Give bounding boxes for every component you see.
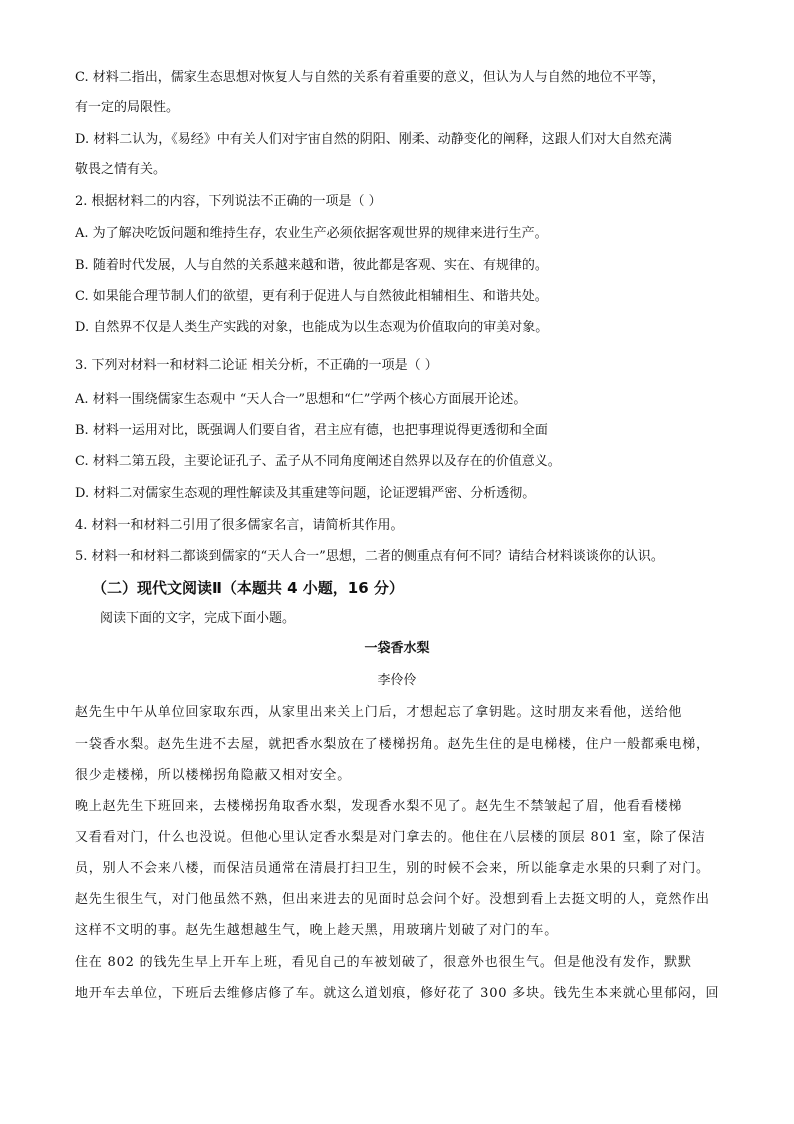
- story-p2-line: 又看看对门，什么也没说。但他心里认定香水梨是对门拿去的。他住在八层楼的顶层 801 室，除了保洁: [75, 830, 706, 845]
- question3-option-b: B. 材料一运用对比，既强调人们要自省，君主应有德，也把事理说得更透彻和全面: [75, 423, 548, 438]
- story-p2-line: 晚上赵先生下班回来，去楼梯拐角取香水梨，发现香水梨不见了。赵先生不禁皱起了眉，他看看楼梯: [75, 799, 683, 814]
- story-title: 一袋香水梨: [364, 641, 430, 656]
- question3-option-d: D. 材料二对儒家生态观的理性解读及其重建等问题，论证逻辑严密、分析透彻。: [75, 486, 536, 501]
- question4: 4. 材料一和材料二引用了很多儒家名言，请简析其作用。: [75, 518, 404, 533]
- section2-instruction: 阅读下面的文字，完成下面小题。: [100, 611, 296, 626]
- story-p3-line: 地开车去单位，下班后去维修店修了车。就这么道划痕，修好花了 300 多块。钱先生本来就心里郁闷，回: [75, 986, 720, 1001]
- story-p2-line: 员，别人不会来八楼，而保洁员通常在清晨打扫卫生，别的时候不会来，所以能拿走水果的只剩了对门。: [75, 861, 710, 876]
- question5: 5. 材料一和材料二都谈到儒家的“天人合一”思想，二者的侧重点有何不同？请结合材料谈谈你的认识。: [75, 549, 664, 564]
- question2-stem: 2. 根据材料二的内容，下列说法不正确的一项是（ ）: [75, 194, 382, 209]
- story-p1-line: 赵先生中午从单位回家取东西，从家里出来关上门后，才想起忘了拿钥匙。这时朋友来看他，送给他: [75, 705, 683, 720]
- question3-stem: 3. 下列对材料一和材料二论证 相关分析，不正确的一项是（ ）: [75, 358, 438, 373]
- story-p1-line: 很少走楼梯，所以楼梯拐角隐蔽又相对安全。: [75, 768, 352, 783]
- story-author: 李伶伶: [377, 673, 417, 688]
- question3-option-c: C. 材料二第五段，主要论证孔子、孟子从不同角度阐述自然界以及存在的价值意义。: [75, 454, 561, 469]
- story-p2-line: 这样不文明的事。赵先生越想越生气，晚上趁天黑，用玻璃片划破了对门的车。: [75, 923, 559, 938]
- question2-option-a: A. 为了解决吃饭问题和维持生存，农业生产必须依据客观世界的规律来进行生产。: [75, 226, 548, 241]
- story-p1-line: 一袋香水梨。赵先生进不去屋，就把香水梨放在了楼梯拐角。赵先生住的是电梯楼，住户一般都乘电梯，: [75, 737, 710, 752]
- story-p3-line: 住在 802 的钱先生早上开车上班，看见自己的车被划破了，很意外也很生气。但是他没有发作，默默: [75, 955, 692, 970]
- section2-title: （二）现代文阅读Ⅱ（本题共 4 小题，16 分）: [92, 579, 404, 597]
- question2-option-c: C. 如果能合理节制人们的欲望，更有利于促进人与自然彼此相辅相生、和谐共处。: [75, 289, 548, 304]
- q1-option-c-line1: C. 材料二指出，儒家生态思想对恢复人与自然的关系有着重要的意义，但认为人与自然的地位不平等，: [75, 70, 665, 85]
- question3-option-a: A. 材料一围绕儒家生态观中 “天人合一”思想和“仁”学两个核心方面展开论述。: [75, 392, 527, 407]
- q1-option-d-line1: D. 材料二认为，《易经》中有关人们对宇宙自然的阴阳、刚柔、动静变化的阐释，这跟人们对大自然充满: [75, 132, 672, 147]
- q1-option-c-line2: 有一定的局限性。: [75, 100, 180, 115]
- question2-option-d: D. 自然界不仅是人类生产实践的对象，也能成为以生态观为价值取向的审美对象。: [75, 320, 549, 335]
- question2-option-b: B. 随着时代发展，人与自然的关系越来越和谐，彼此都是客观、实在、有规律的。: [75, 258, 548, 273]
- story-p2-line: 赵先生很生气，对门他虽然不熟，但出来进去的见面时总会问个好。没想到看上去挺文明的人，竟然作出: [75, 892, 710, 907]
- q1-option-d-line2: 敬畏之情有关。: [75, 162, 167, 177]
